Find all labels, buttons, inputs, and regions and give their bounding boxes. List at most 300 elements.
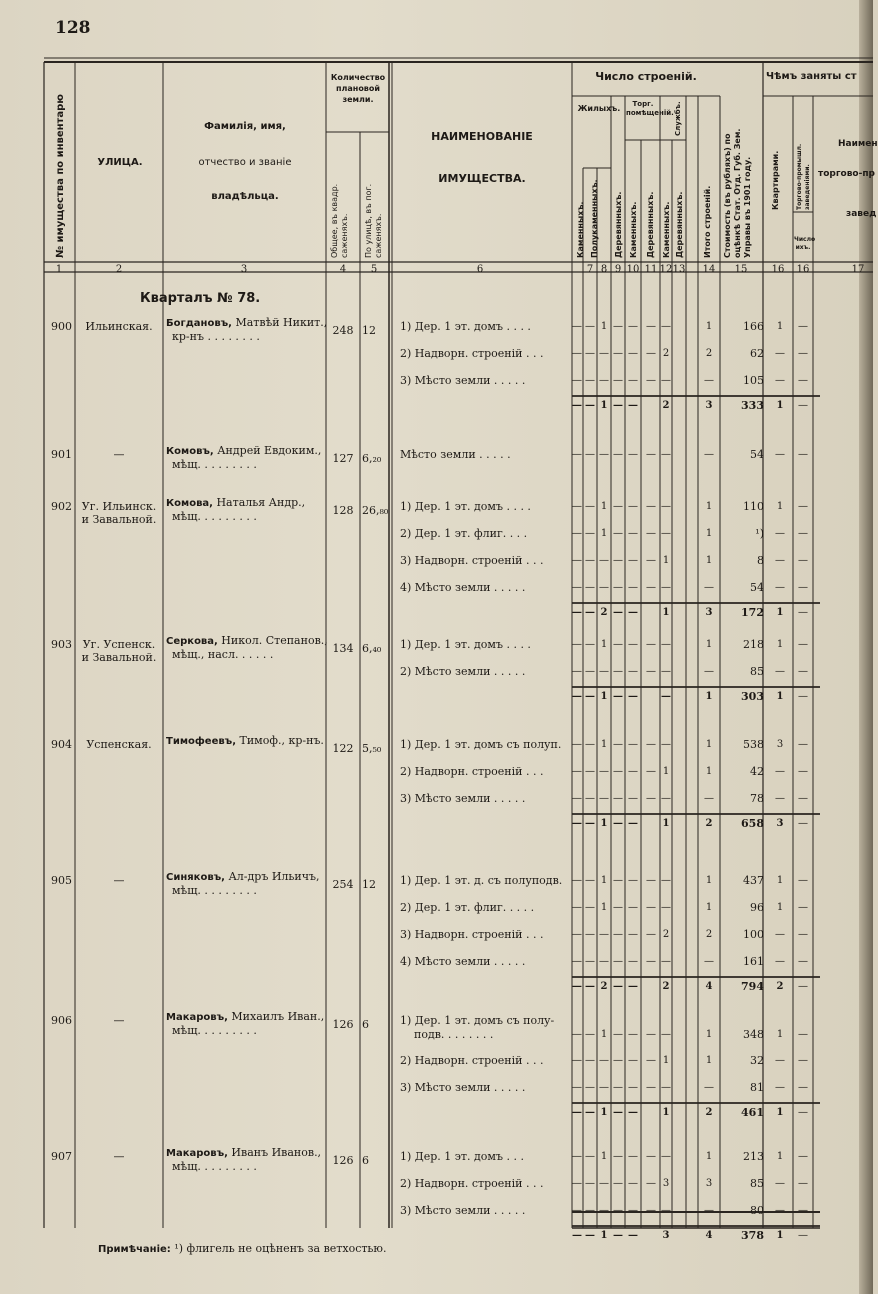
total-building-count: — [572, 607, 582, 618]
record-owner-surname: Синяковъ, [166, 872, 225, 883]
building-count: 1 [662, 1055, 670, 1066]
building-count: — [628, 1082, 638, 1093]
building-count: — [613, 528, 623, 539]
enterprises-count: — [798, 1205, 808, 1216]
col-header-owner-line2: отчество и званіе [198, 157, 292, 168]
total-enterprises: — [798, 1230, 808, 1241]
property-item: 3) Мѣсто земли . . . . . [400, 374, 526, 387]
building-count: — [628, 348, 638, 359]
record-number: 907 [51, 1150, 72, 1163]
building-count: — [628, 875, 638, 886]
total-building-count: — [572, 400, 582, 411]
building-count: — [585, 666, 595, 677]
building-count: — [613, 321, 623, 332]
building-count: — [585, 766, 595, 777]
building-count: — [572, 321, 582, 332]
record-number: 900 [51, 320, 72, 333]
building-count: — [646, 956, 656, 967]
apartments-count: — [775, 956, 785, 967]
building-count: — [585, 739, 595, 750]
building-count: — [704, 1082, 714, 1093]
total-building-count: 1 [662, 1107, 670, 1118]
column-number: 6 [476, 264, 484, 275]
record-owner-surname: Макаровъ, [166, 1012, 228, 1023]
building-count: — [585, 1205, 595, 1216]
col-header-buildings-group: Число строеній. [595, 70, 697, 83]
building-count: — [613, 501, 623, 512]
property-value: 78 [750, 792, 764, 805]
building-count: — [646, 555, 656, 566]
building-count: 3 [705, 1178, 713, 1189]
building-count: — [585, 1151, 595, 1162]
building-count: — [599, 449, 609, 460]
building-count: — [572, 1205, 582, 1216]
building-count: — [628, 1178, 638, 1189]
enterprises-count: — [798, 739, 808, 750]
apartments-count: — [775, 1055, 785, 1066]
col-header-inventory-number: № имущества по инвентарю [55, 94, 66, 258]
property-value: 100 [743, 928, 764, 941]
building-count: — [585, 321, 595, 332]
building-count: 1 [600, 321, 608, 332]
building-count: — [599, 1178, 609, 1189]
property-item: 1) Дер. 1 эт. д. съ полуподв. [400, 874, 563, 887]
building-count: — [599, 555, 609, 566]
building-count: — [599, 1082, 609, 1093]
building-count: — [585, 501, 595, 512]
column-number: 3 [240, 264, 248, 275]
building-count: — [704, 449, 714, 460]
col-header-owner-line3: владѣльца. [211, 191, 279, 202]
record-area: 254 [332, 878, 354, 891]
property-value: 8 [757, 554, 764, 567]
building-count: — [613, 766, 623, 777]
apartments-count: — [775, 449, 785, 460]
total-building-count: — [628, 607, 638, 618]
property-value: 348 [743, 1028, 764, 1041]
building-count: — [585, 375, 595, 386]
property-value: 218 [743, 638, 764, 651]
enterprises-count: — [798, 1151, 808, 1162]
record-owner-name: Тимоф., кр-нъ. [236, 734, 324, 747]
building-count: — [628, 321, 638, 332]
apartments-count: 1 [776, 902, 784, 913]
total-building-count: — [613, 1230, 623, 1241]
property-value: 166 [743, 320, 764, 333]
building-count: — [572, 582, 582, 593]
building-count: — [646, 739, 656, 750]
enterprises-count: — [798, 1178, 808, 1189]
record-owner-surname: Комова, [166, 498, 213, 509]
building-count: — [572, 666, 582, 677]
record-street-line2: и Завальной. [81, 651, 157, 664]
total-building-count: 2 [600, 607, 608, 618]
building-count: — [572, 555, 582, 566]
column-number: 14 [702, 264, 716, 275]
building-count: — [613, 739, 623, 750]
record-frontage: 5,₅₀ [362, 742, 382, 755]
building-count: 1 [600, 875, 608, 886]
total-apartments: 1 [776, 400, 784, 411]
building-count: — [572, 875, 582, 886]
building-count: — [572, 528, 582, 539]
apartments-count: — [775, 666, 785, 677]
apartments-count: — [775, 375, 785, 386]
enterprises-count: — [798, 956, 808, 967]
col-header-c11: Деревянныхъ. [646, 191, 655, 258]
building-count: — [661, 666, 671, 677]
enterprises-count: — [798, 902, 808, 913]
enterprises-count: — [798, 875, 808, 886]
record-owner [166, 496, 324, 510]
record-owner-surname: Макаровъ, [166, 1148, 228, 1159]
col-header-c17-line3: завед [846, 209, 877, 219]
building-count: — [613, 1151, 623, 1162]
col-header-c17-line2: торгово-пр [818, 169, 876, 179]
record-owner [166, 316, 328, 330]
building-count: — [572, 449, 582, 460]
record-owner-name: Матвѣй Никит., [231, 316, 328, 329]
total-building-count: — [585, 981, 595, 992]
total-building-count: 1 [662, 607, 670, 618]
property-item: 3) Надворн. строеній . . . [400, 554, 544, 567]
building-count: — [646, 902, 656, 913]
col-header-property-line1: НАИМЕНОВАНІЕ [431, 130, 533, 143]
apartments-count: 1 [776, 501, 784, 512]
building-count: 1 [705, 902, 713, 913]
building-count: — [661, 375, 671, 386]
total-building-count: 2 [662, 400, 670, 411]
property-item: 1) Дер. 1 эт. домъ . . . . [400, 320, 531, 333]
record-street: — [113, 1014, 125, 1027]
building-count: 1 [705, 766, 713, 777]
record-street: — [113, 874, 125, 887]
property-item: 4) Мѣсто земли . . . . . [400, 581, 526, 594]
building-count: 1 [705, 528, 713, 539]
apartments-count: 1 [776, 1151, 784, 1162]
building-count: — [599, 1055, 609, 1066]
enterprises-count: — [798, 555, 808, 566]
building-count: — [661, 1151, 671, 1162]
building-count: — [646, 793, 656, 804]
total-building-count: 1 [600, 1230, 608, 1241]
building-count: — [628, 929, 638, 940]
building-count: — [661, 956, 671, 967]
building-count: — [572, 639, 582, 650]
page-number: 128 [55, 18, 91, 38]
record-number: 901 [51, 448, 72, 461]
building-count: 3 [662, 1178, 670, 1189]
column-number: 13 [672, 264, 686, 275]
record-street: Ильинская. [85, 320, 153, 333]
apartments-count: 1 [776, 321, 784, 332]
column-number: 16 [796, 264, 810, 275]
building-count: — [585, 1029, 595, 1040]
enterprises-count: — [798, 1029, 808, 1040]
building-count: — [646, 582, 656, 593]
record-number: 902 [51, 500, 72, 513]
record-owner-name: Иванъ Иванов., [227, 1146, 322, 1159]
apartments-count: — [775, 582, 785, 593]
column-number: 12 [659, 264, 673, 275]
record-area: 134 [332, 642, 354, 655]
record-owner-name: Никол. Степанов., [217, 634, 328, 647]
building-count: — [613, 793, 623, 804]
col-header-c16b-bottom: Число ихъ. [794, 236, 816, 251]
building-count: — [628, 956, 638, 967]
building-count: — [585, 875, 595, 886]
building-count: — [613, 902, 623, 913]
apartments-count: 3 [776, 739, 784, 750]
record-owner [166, 870, 324, 884]
building-count: — [585, 793, 595, 804]
building-count: — [572, 501, 582, 512]
total-value: 658 [741, 817, 764, 830]
col-header-c7: Каменныхъ. [576, 201, 585, 258]
building-count: — [613, 1178, 623, 1189]
building-count: — [585, 449, 595, 460]
total-enterprises: — [798, 607, 808, 618]
record-number: 903 [51, 638, 72, 651]
building-count: — [613, 348, 623, 359]
record-area: 126 [332, 1154, 354, 1167]
building-count: — [599, 793, 609, 804]
col-header-frontage: По улицѣ, въ пог. саженяхъ. [364, 183, 383, 258]
record-owner-surname: Богдановъ, [166, 318, 232, 329]
total-building-count: 1 [705, 691, 713, 702]
record-owner-status: мѣщ. . . . . . . . . [172, 510, 257, 523]
building-count: — [628, 793, 638, 804]
col-header-c15: Стоимость (въ рубляхъ) по оцѣнкѣ Стат. Отд. Губ. Зем. Управы въ 1901 году. [723, 128, 752, 258]
property-value: 80 [750, 1204, 764, 1217]
building-count: — [572, 1055, 582, 1066]
building-count: — [661, 449, 671, 460]
total-building-count: — [613, 1107, 623, 1118]
building-count: — [572, 929, 582, 940]
footnote-text: ¹) флигель не оцѣненъ за ветхостью. [174, 1242, 387, 1255]
building-count: — [661, 793, 671, 804]
building-count: — [704, 375, 714, 386]
property-item: Мѣсто земли . . . . . [400, 448, 511, 461]
property-item: 1) Дер. 1 эт. домъ съ полуп. [400, 738, 562, 751]
building-count: 2 [662, 348, 670, 359]
total-building-count: 3 [662, 1230, 670, 1241]
building-count: 1 [705, 639, 713, 650]
record-owner [166, 1010, 324, 1024]
col-header-c17-line1: Наимен [838, 139, 878, 149]
building-count: — [661, 1029, 671, 1040]
building-count: — [646, 375, 656, 386]
property-item: 4) Мѣсто земли . . . . . [400, 955, 526, 968]
property-value: 105 [743, 374, 764, 387]
record-street: — [113, 448, 125, 461]
building-count: — [628, 582, 638, 593]
col-header-c14: Итого строеній. [703, 185, 712, 258]
total-building-count: 1 [600, 818, 608, 829]
record-number: 905 [51, 874, 72, 887]
apartments-count: 1 [776, 1029, 784, 1040]
property-value: 96 [750, 901, 764, 914]
total-building-count: — [628, 1107, 638, 1118]
record-frontage: 6,₄₀ [362, 642, 382, 655]
record-frontage: 6,₂₀ [362, 452, 382, 465]
building-count: — [646, 449, 656, 460]
building-count: 1 [662, 555, 670, 566]
apartments-count: — [775, 555, 785, 566]
property-item: 2) Дер. 1 эт. флиг. . . . . [400, 901, 535, 914]
record-owner-status: мѣщ., насл. . . . . . [172, 648, 274, 661]
enterprises-count: — [798, 582, 808, 593]
building-count: 1 [662, 766, 670, 777]
record-street-line2: и Завальной. [81, 513, 157, 526]
property-item: 2) Дер. 1 эт. флиг. . . . [400, 527, 528, 540]
record-owner [166, 734, 324, 748]
building-count: — [572, 1151, 582, 1162]
total-value: 794 [741, 980, 764, 993]
col-header-owner-line1: Фамилія, имя, [204, 121, 286, 132]
property-value: 54 [750, 448, 764, 461]
building-count: — [613, 1082, 623, 1093]
building-count: 1 [600, 528, 608, 539]
footnote [98, 1242, 387, 1255]
apartments-count: — [775, 1082, 785, 1093]
building-count: — [628, 449, 638, 460]
quarter-title: Кварталъ № 78. [140, 291, 261, 306]
total-value: 172 [741, 606, 764, 619]
total-apartments: 1 [776, 691, 784, 702]
building-count: 1 [705, 739, 713, 750]
building-count: — [628, 1029, 638, 1040]
property-value: 42 [750, 765, 764, 778]
property-item: 3) Надворн. строеній . . . [400, 928, 544, 941]
total-enterprises: — [798, 818, 808, 829]
building-count: — [661, 739, 671, 750]
building-count: — [572, 1178, 582, 1189]
total-building-count: — [585, 1107, 595, 1118]
total-enterprises: — [798, 1107, 808, 1118]
total-building-count: — [628, 1230, 638, 1241]
property-value: 110 [743, 500, 764, 513]
building-count: — [572, 1029, 582, 1040]
building-count: — [572, 1082, 582, 1093]
column-number: 9 [614, 264, 622, 275]
building-count: — [661, 582, 671, 593]
total-building-count: — [661, 691, 671, 702]
building-count: 1 [705, 1151, 713, 1162]
property-value: 213 [743, 1150, 764, 1163]
total-building-count: 1 [600, 1107, 608, 1118]
total-enterprises: — [798, 691, 808, 702]
property-value: ¹) [755, 527, 764, 540]
building-count: — [572, 956, 582, 967]
building-count: — [613, 639, 623, 650]
column-number: 10 [626, 264, 640, 275]
property-value: 437 [743, 874, 764, 887]
total-building-count: 3 [705, 607, 713, 618]
col-header-property-line2: ИМУЩЕСТВА. [438, 172, 526, 185]
building-count: — [646, 321, 656, 332]
record-street: Успенская. [86, 738, 152, 751]
total-building-count: — [613, 818, 623, 829]
col-header-land-group: Количество плановой земли. [330, 73, 386, 104]
record-owner [166, 1146, 324, 1160]
building-count: — [628, 639, 638, 650]
property-item: 3) Мѣсто земли . . . . . [400, 1081, 526, 1094]
total-value: 303 [741, 690, 764, 703]
building-count: 1 [600, 1151, 608, 1162]
building-count: — [661, 902, 671, 913]
footnote-label: Примѣчаніе: [98, 1244, 171, 1255]
property-item: 2) Мѣсто земли . . . . . [400, 665, 526, 678]
record-frontage: 12 [362, 324, 376, 337]
enterprises-count: — [798, 501, 808, 512]
total-building-count: 4 [705, 1230, 713, 1241]
total-building-count: — [585, 1230, 595, 1241]
record-owner-name: Ал-дръ Ильичъ, [224, 870, 320, 883]
col-header-c9: Деревянныхъ. [614, 191, 623, 258]
total-value: 378 [741, 1229, 764, 1242]
total-apartments: 3 [776, 818, 784, 829]
enterprises-count: — [798, 321, 808, 332]
record-frontage: 6 [362, 1018, 369, 1031]
building-count: — [585, 582, 595, 593]
total-building-count: — [572, 981, 582, 992]
enterprises-count: — [798, 449, 808, 460]
enterprises-count: — [798, 639, 808, 650]
building-count: — [704, 1205, 714, 1216]
total-building-count: 3 [705, 400, 713, 411]
total-building-count: — [572, 818, 582, 829]
apartments-count: — [775, 1178, 785, 1189]
building-count: — [572, 375, 582, 386]
building-count: 1 [600, 902, 608, 913]
building-count: — [585, 1082, 595, 1093]
building-count: 1 [705, 501, 713, 512]
building-count: 2 [705, 348, 713, 359]
record-area: 122 [332, 742, 354, 755]
building-count: — [628, 766, 638, 777]
total-building-count: 2 [705, 1107, 713, 1118]
building-count: — [613, 875, 623, 886]
record-owner-name: Михаилъ Иван., [227, 1010, 325, 1023]
building-count: — [661, 1205, 671, 1216]
total-building-count: — [628, 818, 638, 829]
building-count: — [646, 766, 656, 777]
building-count: — [572, 902, 582, 913]
property-value: 161 [743, 955, 764, 968]
building-count: — [599, 375, 609, 386]
building-count: — [661, 528, 671, 539]
col-header-trade: Торг. помѣщеній. [626, 100, 674, 117]
apartments-count: — [775, 793, 785, 804]
building-count: 1 [705, 1029, 713, 1040]
building-count: — [628, 1055, 638, 1066]
building-count: — [704, 956, 714, 967]
building-count: 1 [600, 739, 608, 750]
col-header-c13: Деревянныхъ. [675, 191, 684, 258]
building-count: — [628, 902, 638, 913]
building-count: — [646, 528, 656, 539]
property-value: 54 [750, 581, 764, 594]
building-count: 1 [705, 875, 713, 886]
property-item: 1) Дер. 1 эт. домъ . . . . [400, 638, 531, 651]
total-building-count: — [585, 607, 595, 618]
record-frontage: 6 [362, 1154, 369, 1167]
record-area: 248 [332, 324, 354, 337]
total-building-count: 4 [705, 981, 713, 992]
record-area: 128 [332, 504, 354, 517]
total-building-count: — [628, 981, 638, 992]
